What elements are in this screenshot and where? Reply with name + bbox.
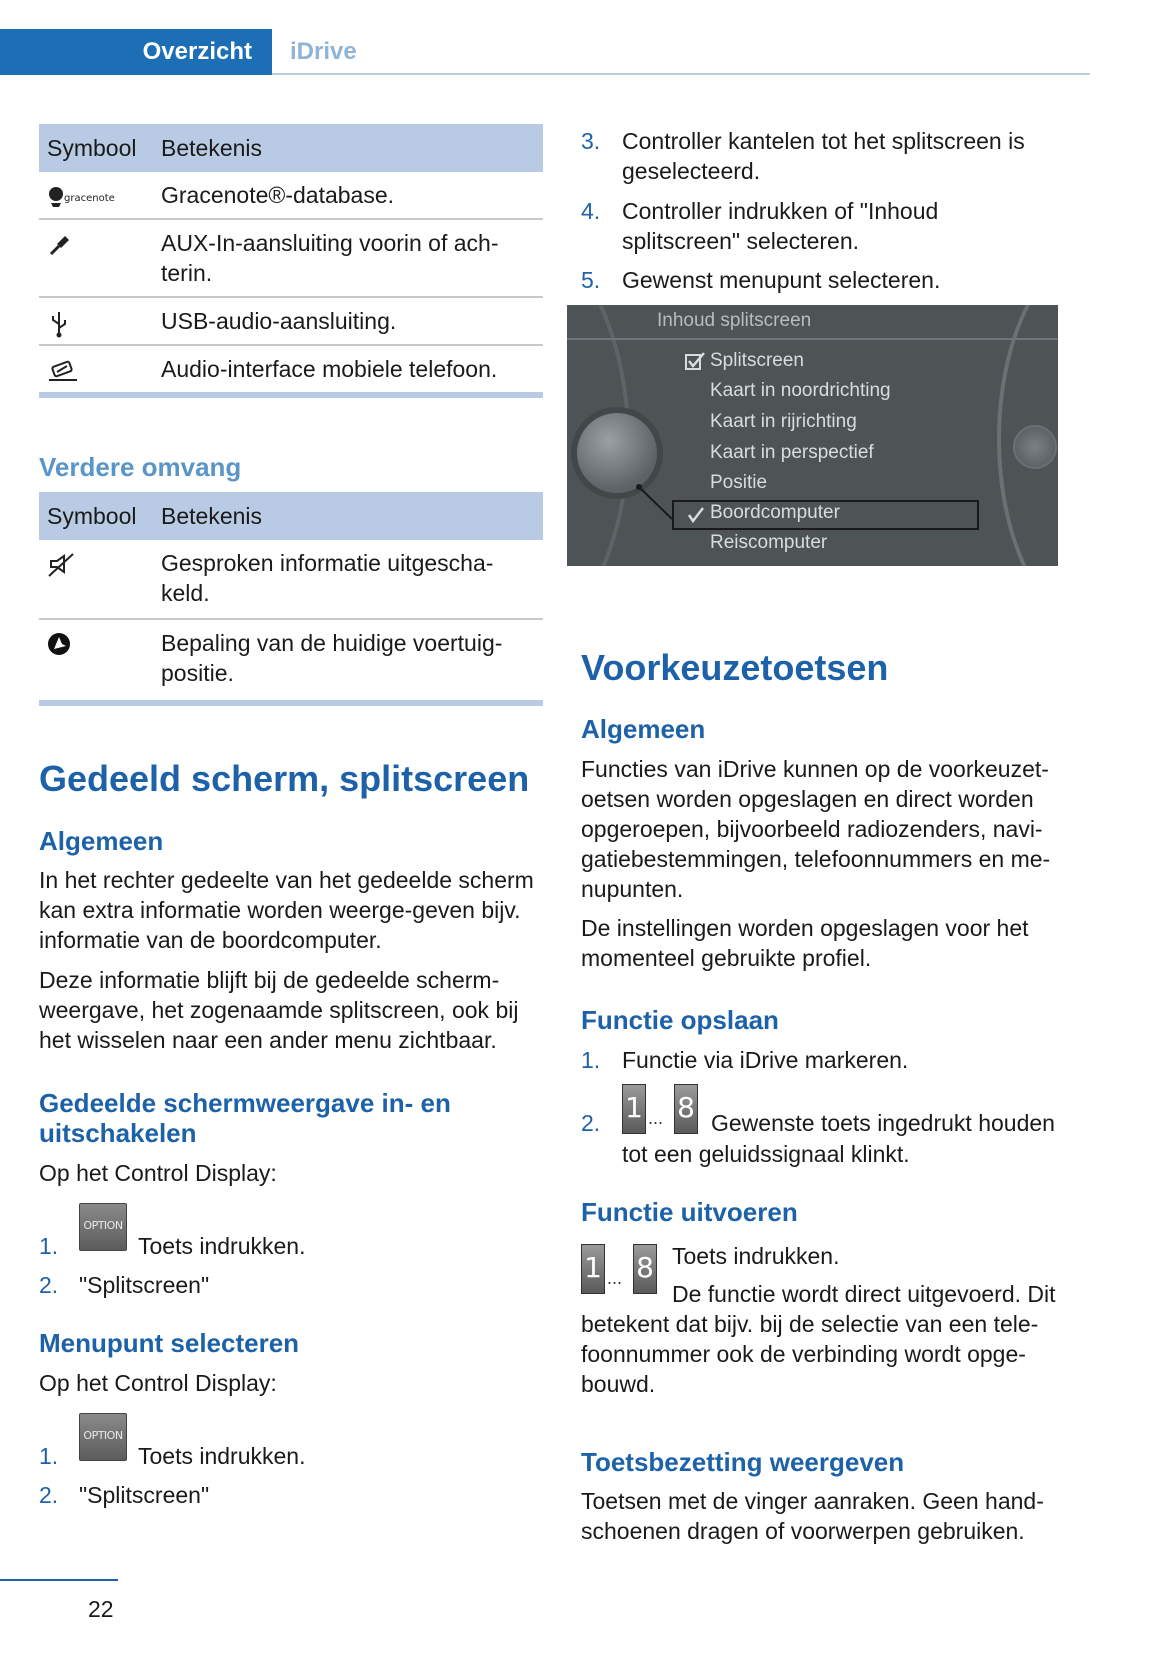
subsection-heading: Menupunt selecteren [39, 1328, 300, 1358]
paragraph: De functie wordt direct uitgevoerd. Dit betekent dat bijv. bij de selectie van een tele-foonnummer ook de verbinding wordt opge-bouwd. [581, 1281, 1056, 1397]
voice-off-icon [47, 552, 142, 578]
subsection-heading: Toetsbezetting weergeven [581, 1447, 905, 1477]
step-text: Gewenste toets ingedrukt houden [711, 1110, 1055, 1136]
step-number: 5. [581, 267, 601, 293]
step-number: 3. [581, 128, 601, 154]
step-number: 2. [39, 1482, 59, 1508]
table-cell-meaning: Bepaling van de huidige voertuig-positie. [161, 630, 503, 686]
table-header [39, 492, 543, 540]
screen-item-selected[interactable]: Boordcomputer [710, 502, 840, 523]
preset-key-dots: ... [648, 1108, 664, 1128]
table-cell-meaning: USB-audio-aansluiting. [161, 308, 397, 334]
preset-key-last: 8 [633, 1244, 657, 1294]
step-number: 2. [39, 1272, 59, 1298]
usb-icon [47, 310, 142, 336]
table-row [39, 540, 543, 620]
footer-rule [0, 1579, 118, 1581]
table-cell-meaning: AUX-In-aansluiting voorin of ach-terin. [161, 230, 499, 286]
section-title: Voorkeuzetoetsen [581, 647, 889, 688]
table-cell-meaning: Audio-interface mobiele telefoon. [161, 356, 498, 382]
aux-plug-icon [47, 232, 142, 258]
step-text: Controller kantelen tot het splitscreen is [622, 128, 1025, 154]
step-text: Gewenst menupunt selecteren. [622, 267, 941, 293]
col-symbol: Symbool [47, 135, 137, 161]
table-row [39, 620, 543, 700]
screen-item[interactable]: Splitscreen [710, 350, 804, 371]
step-text: tot een geluidssignaal klinkt. [622, 1141, 910, 1167]
header-chapter-label: iDrive [290, 38, 357, 65]
subsection-heading: Functie uitvoeren [581, 1197, 798, 1227]
step-text: Toets indrukken. [138, 1443, 306, 1469]
symbol-table-extended [39, 492, 543, 706]
table-row [39, 172, 543, 220]
step-text: "Splitscreen" [79, 1272, 210, 1298]
table-cell-meaning: Gracenote®-database. [161, 182, 395, 208]
preset-key-first: 1 [622, 1084, 646, 1134]
header-rule [272, 73, 1090, 75]
col-symbol: Symbool [47, 503, 137, 529]
gracenote-icon [47, 184, 142, 210]
step-number: 2. [581, 1110, 601, 1136]
preset-key-first: 1 [581, 1244, 605, 1294]
screen-item[interactable]: Kaart in perspectief [710, 442, 874, 463]
preset-key-dots: ... [607, 1268, 623, 1288]
position-icon [47, 632, 142, 658]
preset-key-last: 8 [674, 1084, 698, 1134]
table-row [39, 298, 543, 346]
option-button-icon [79, 1413, 127, 1461]
option-label: OPTION [83, 1429, 123, 1442]
step-number: 4. [581, 198, 601, 224]
subsection-heading: Gedeelde schermweergave in- en uitschakelen [39, 1088, 451, 1148]
paragraph: Functies van iDrive kunnen op de voorkeuzet-oetsen worden opgeslagen en direct worden opgeroepen, bijvoorbeeld radiozenders, navi-gatiebestemmingen, telefoonnummers en me-nupunten. [581, 756, 1051, 902]
table-row [39, 346, 543, 392]
step-text: geselecteerd. [622, 158, 761, 184]
table-end-rule [39, 392, 543, 398]
step-text: Controller indrukken of "Inhoud [622, 198, 939, 224]
col-meaning: Betekenis [161, 503, 263, 529]
step-text: Functie via iDrive markeren. [622, 1047, 909, 1073]
control-display-screenshot [567, 305, 1058, 566]
checkbox-checked-icon [684, 351, 706, 373]
option-button-icon [79, 1203, 127, 1251]
preset-keys-icon [622, 1084, 700, 1134]
step-number: 1. [39, 1443, 59, 1469]
screen-item[interactable]: Kaart in noordrichting [710, 380, 891, 401]
screen-item[interactable]: Positie [710, 472, 768, 493]
phone-interface-icon [47, 358, 142, 384]
step-number: 1. [39, 1233, 59, 1259]
paragraph: In het rechter gedeelte van het gedeelde scherm kan extra informatie worden weerge-geven bijv. informatie van de boordcomputer. [39, 867, 534, 953]
table-header [39, 124, 543, 172]
step-text: Toets indrukken. [138, 1233, 306, 1259]
checkmark-icon [687, 506, 705, 524]
option-label: OPTION [83, 1219, 123, 1232]
subsection-heading: Algemeen [581, 714, 706, 744]
table-row [39, 220, 543, 298]
step-text: splitscreen" selecteren. [622, 228, 859, 254]
svg-text:gracenote: gracenote [64, 193, 115, 204]
step-number: 1. [581, 1047, 601, 1073]
subsection-heading: Algemeen [39, 826, 164, 856]
paragraph: Toets indrukken. [672, 1243, 840, 1269]
paragraph: Toetsen met de vinger aanraken. Geen hand-schoenen dragen of voorwerpen gebruiken. [581, 1488, 1044, 1544]
screen-item[interactable]: Reiscomputer [710, 532, 828, 553]
table-end-rule [39, 700, 543, 706]
paragraph: Op het Control Display: [39, 1370, 277, 1396]
screen-title: Inhoud splitscreen [657, 310, 812, 331]
paragraph: Deze informatie blijft bij de gedeelde scherm-weergave, het zogenaamde splitscreen, ook bij het wisselen naar een ander menu zichtbaar. [39, 967, 519, 1053]
subsection-heading: Functie opslaan [581, 1005, 779, 1035]
col-meaning: Betekenis [161, 135, 263, 161]
paragraph: De instellingen worden opgeslagen voor het momenteel gebruikte profiel. [581, 915, 1029, 971]
header-section-label: Overzicht [142, 38, 252, 65]
step-text: "Splitscreen" [79, 1482, 210, 1508]
screen-item[interactable]: Kaart in rijrichting [710, 411, 857, 432]
section-title: Gedeeld scherm, splitscreen [39, 758, 530, 799]
symbol-table [39, 124, 543, 398]
page-number: 22 [88, 1596, 114, 1622]
paragraph: Op het Control Display: [39, 1160, 277, 1186]
table-cell-meaning: Gesproken informatie uitgescha-keld. [161, 550, 494, 606]
header-section-tab [0, 29, 272, 75]
section-heading: Verdere omvang [39, 452, 242, 482]
